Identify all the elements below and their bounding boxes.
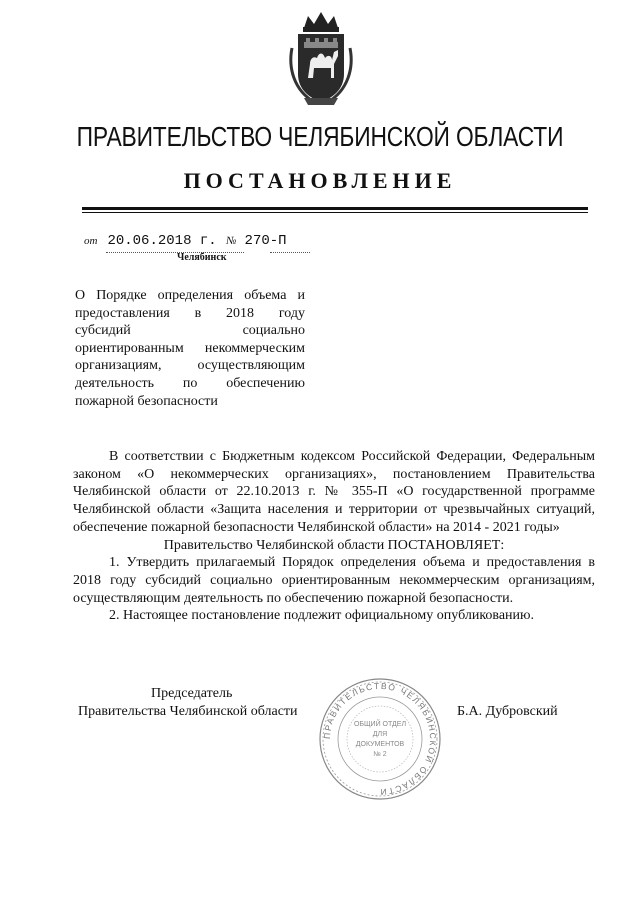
from-label: от — [84, 235, 98, 247]
subject-line: организациям, осуществляющим — [75, 358, 305, 374]
coat-of-arms-icon — [284, 8, 358, 108]
number-label: № — [226, 235, 237, 247]
subject-line: О Порядке определения объема и — [75, 288, 305, 303]
stamp-inner-line: ОБЩИЙ ОТДЕЛ — [353, 721, 407, 728]
document-subject — [75, 287, 305, 410]
subject-line: деятельность по обеспечению — [75, 375, 305, 391]
resolution-line: Правительство Челябинской области ПОСТАНОВЛЯЕТ: — [163, 537, 505, 553]
clause-1: 1. Утвердить прилагаемый Порядок определения объема и предоставления в 2018 году субсидий социально ориентированным некоммерческим организациям, осуществляющим деятельность по обеспечению пожарной безопасности. — [73, 555, 595, 606]
document-date: 20.06.2018 г. — [107, 233, 217, 249]
header-rule-thick — [82, 207, 588, 210]
signatory-name: Б.А. Дубровский — [457, 704, 558, 719]
preamble-paragraph: В соответствии с Бюджетным кодексом Российской Федерации, Федеральным законом «О некоммерческих организациях», постановлением Правительства Челябинской области от 22.10.2013 г. № 355-П «О государственной программе Челябинской области «Защита населения и территории от чрезвычайных ситуаций, обеспечение пожарной безопасности Челябинской области» на 2014 - 2021 годы» — [73, 449, 595, 535]
official-stamp — [317, 676, 443, 802]
document-type-title: ПОСТАНОВЛЕНИЕ — [183, 168, 457, 193]
document-body — [73, 448, 595, 625]
subject-line: пожарной безопасности — [75, 393, 218, 409]
signatory-title-line2: Правительства Челябинской области — [78, 704, 298, 719]
signatory-title-line1: Председатель — [151, 686, 233, 701]
clause-2: 2. Настоящее постановление подлежит официальному опубликованию. — [109, 608, 534, 624]
document-number: 270-П — [244, 233, 287, 249]
government-title: ПРАВИТЕЛЬСТВО ЧЕЛЯБИНСКОЙ ОБЛАСТИ — [76, 121, 564, 152]
header-rule-thin — [82, 212, 588, 213]
subject-line: ориентированным некоммерческим — [75, 340, 305, 356]
subject-line: субсидий социально — [75, 323, 305, 339]
number-underline — [270, 252, 310, 254]
stamp-inner-line: № 2 — [373, 751, 387, 758]
stamp-inner-line: ДЛЯ — [372, 731, 388, 738]
svg-text:ПРАВИТЕЛЬСТВО ЧЕЛЯБИНСКОЙ ОБЛА — [322, 681, 438, 797]
city-label: Челябинск — [177, 252, 227, 263]
subject-line: предоставления в 2018 году — [75, 305, 305, 321]
stamp-outer-text: ПРАВИТЕЛЬСТВО ЧЕЛЯБИНСКОЙ ОБЛАСТИ — [321, 680, 439, 798]
date-number-line — [84, 233, 287, 249]
stamp-inner-line: ДОКУМЕНТОВ — [355, 741, 405, 748]
